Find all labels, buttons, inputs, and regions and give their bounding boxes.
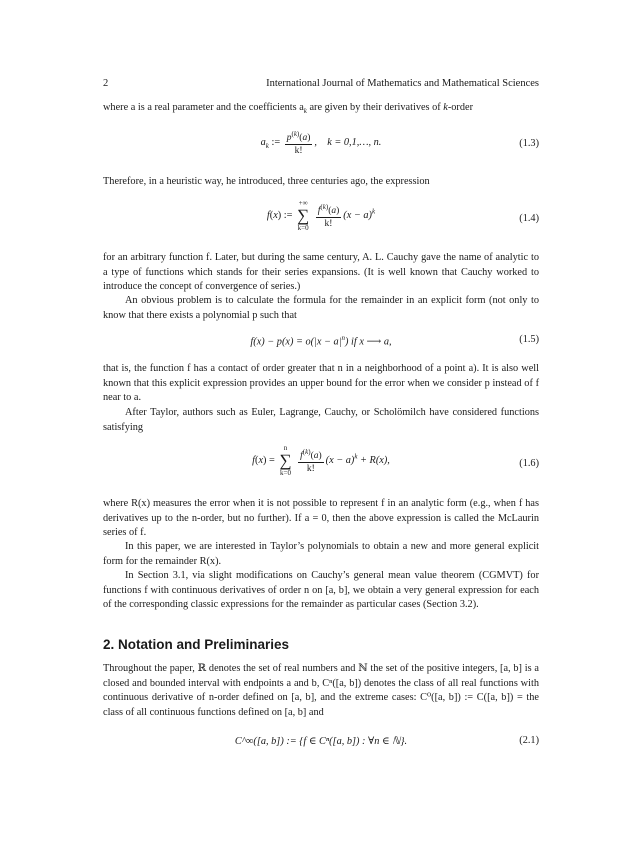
- equation-number: (1.6): [519, 458, 539, 469]
- paragraph: Therefore, in a heuristic way, he introduced, three centuries ago, the expression: [103, 176, 430, 187]
- journal-title: International Journal of Mathematics and Mathematical Sciences: [266, 78, 539, 89]
- equation-2-1: C^∞([a, b]) := {f ∈ Cⁿ([a, b]) : ∀n ∈ ℕ}. (2.1): [234, 735, 539, 747]
- equation-number: (2.1): [519, 735, 539, 746]
- paragraph: for an arbitrary function f. Later, but during the same century, A. L. Cauchy gave the name of analytic to a type of functions which stands for their series expansions. (It is well known that Cauchy worked to introduce the concept of convergence of series.): [103, 252, 539, 293]
- paragraph: An obvious problem is to calculate the formula for the remainder in an explicit form (not only to know that there exists a polynomial p such that: [103, 295, 539, 321]
- equation-1-5: $f(x) - p(x) = o(|x - a|^n)$ if x ⟶ a, (1.5): [250, 334, 539, 348]
- equation-1-3: $a_k$ := $\frac{p^{(k)}(a)}{k!}$ , k = 0,1,…, n. (1.3): [260, 130, 539, 157]
- page-number: 2: [103, 78, 109, 89]
- equation-number: (1.3): [519, 138, 539, 149]
- equation-1-6: f(x) = n ∑ k=0 $\frac{f^{(k)}(a)}{k!}$ $(x - a)^k + R(x)$, (1.6): [252, 444, 539, 477]
- equation-number: (1.4): [519, 213, 539, 224]
- equation-number: (1.5): [519, 334, 539, 345]
- paragraph: In this paper, we are interested in Taylor’s polynomials to obtain a new and more general explicit form for the remainder R(x).: [103, 541, 539, 567]
- paragraph: After Taylor, authors such as Euler, Lagrange, Cauchy, or Scholömilch have considered functions satisfying: [103, 407, 539, 433]
- paragraph: Throughout the paper, ℝ denotes the set of real numbers and ℕ the set of the positive integers, [a, b] is a closed and bounded interval with endpoints a and b, Cⁿ([a, b]) denotes the class of all real functions with continuous derivative of n-order defined on [a, b], and the extreme cases: C⁰([a, b]) := C([a, b]) = the class of all continuous functions defined on [a, b] and: [103, 663, 539, 718]
- section-heading: 2. Notation and Preliminaries: [103, 637, 290, 652]
- paragraph: where R(x) measures the error when it is not possible to represent f in an analytic form (e.g., when f has derivatives up to the n-order, but no further). If a = 0, then the above expression is called the McLaurin series of f.: [103, 498, 539, 539]
- equation-1-4: f(x) := +∞ ∑ k=0 $\frac{f^{(k)}(a)}{k!}$ $(x - a)^k$ (1.4): [266, 199, 539, 232]
- paragraph: where a is a real parameter and the coefficients $a_k$ are given by their derivatives of k-order: [103, 102, 474, 116]
- paragraph: In Section 3.1, via slight modifications on Cauchy’s general mean value theorem (CGMVT) for functions f with continuous derivatives of order n on [a, b], we obtain a very general expression for each of the corresponding classic expressions for the remainder as particular cases (Section 3.2).: [103, 570, 539, 611]
- paragraph: that is, the function f has a contact of order greater that n in a neighborhood of a point a). It is also well known that this explicit expression provides an upper bound for the error when we consider p instead of f near to a.: [103, 363, 539, 404]
